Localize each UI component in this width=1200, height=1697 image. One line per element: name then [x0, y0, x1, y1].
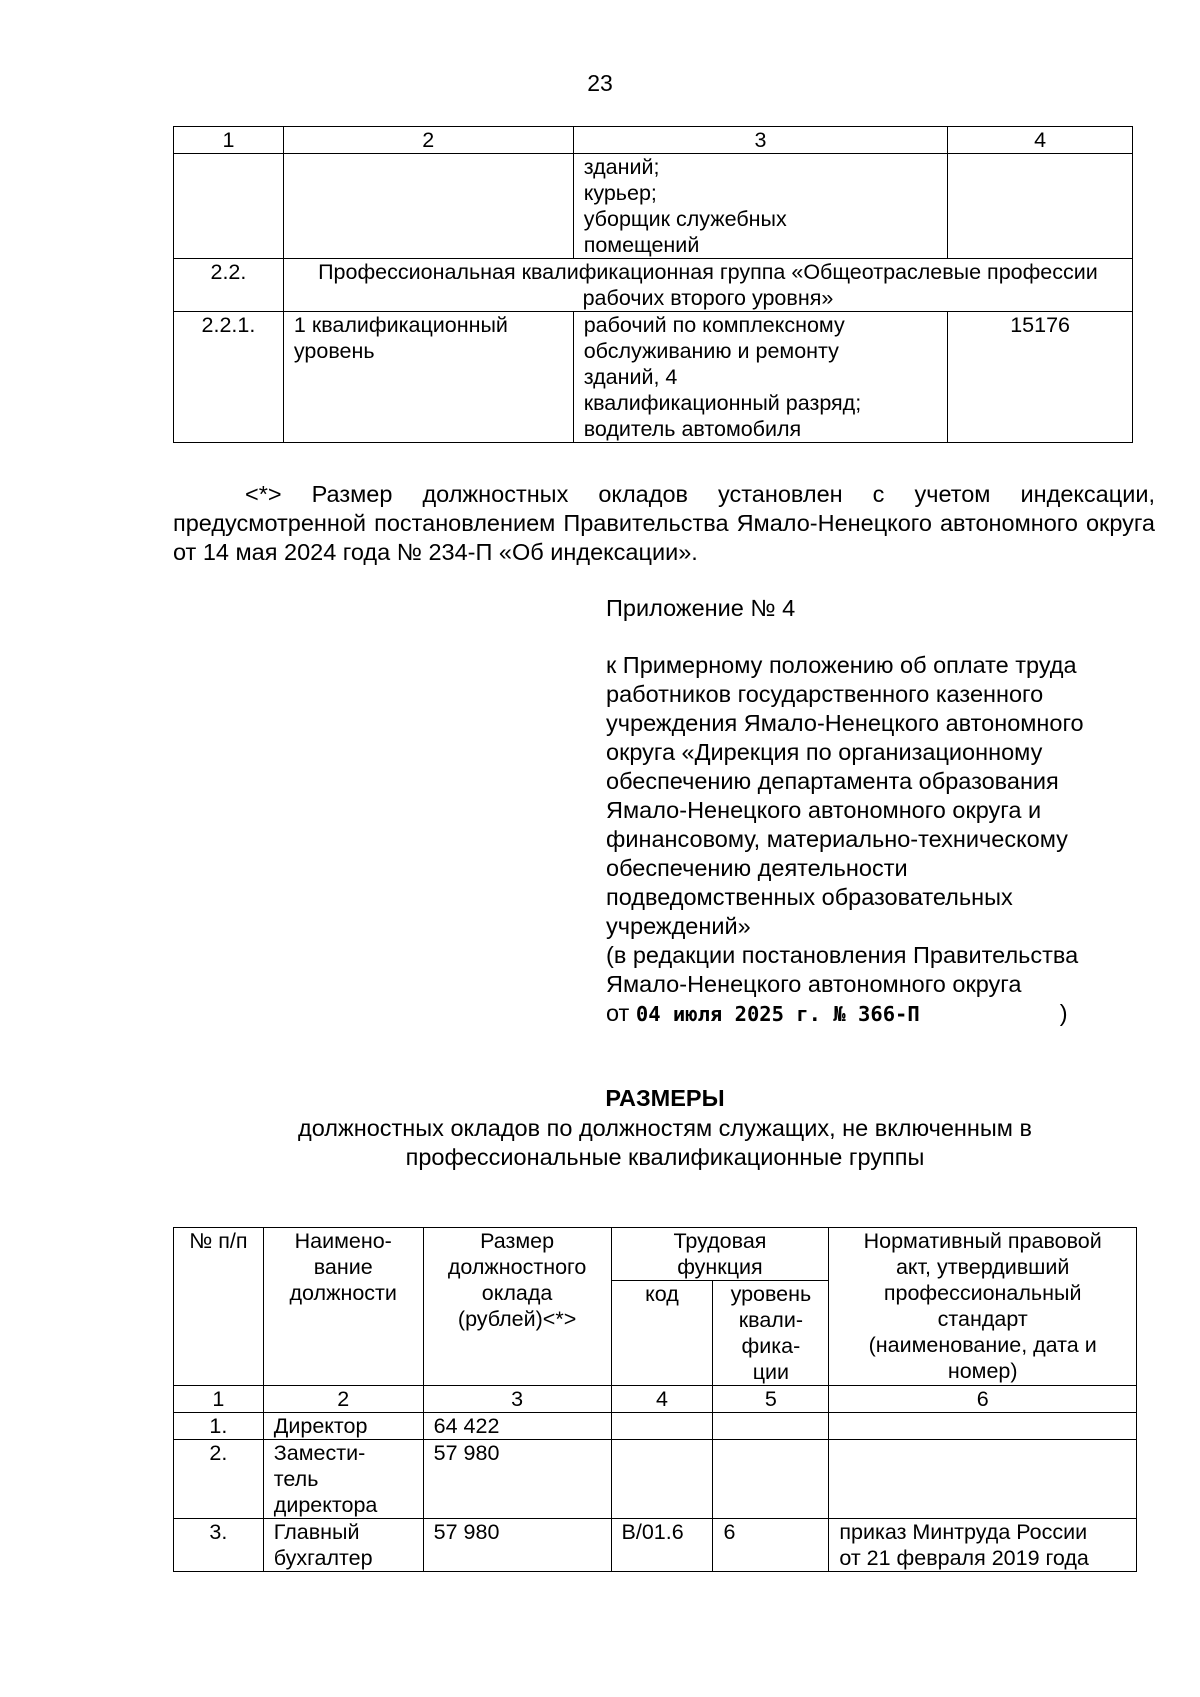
table-row	[174, 154, 1133, 259]
column-number: 1	[174, 127, 284, 154]
section-subheading: должностных окладов по должностям служащих, не включенным в профессиональные квалификационные группы	[298, 1115, 1032, 1170]
column-number: 5	[713, 1386, 829, 1413]
position-line: уборщик служебных	[583, 207, 787, 231]
header-code: код	[611, 1281, 713, 1386]
header-position-name: Наимено- вание должности	[263, 1228, 423, 1386]
salary-value: 57 980	[423, 1519, 611, 1572]
function-code	[611, 1440, 713, 1519]
position-line: квалификационный разряд;	[583, 391, 862, 415]
page-number: 23	[587, 70, 613, 96]
salaries-table	[173, 1227, 1137, 1572]
column-number: 4	[611, 1386, 713, 1413]
legal-act: приказ Минтруда России от 21 февраля 2019 года	[829, 1519, 1137, 1572]
row-number: 3.	[174, 1519, 264, 1572]
table-row-group	[174, 259, 1133, 312]
level-name: 1 квалификационный уровень	[283, 312, 573, 443]
row-number: 1.	[174, 1413, 264, 1440]
qualification-groups-table	[173, 126, 1133, 443]
function-code	[611, 1413, 713, 1440]
legal-act	[829, 1413, 1137, 1440]
table-row	[174, 1440, 1137, 1519]
position-line: обслуживанию и ремонту	[583, 339, 839, 363]
qualification-level: 6	[713, 1519, 829, 1572]
qualification-level	[713, 1413, 829, 1440]
column-number: 2	[263, 1386, 423, 1413]
appendix-block: Приложение № 4 к Примерному положению об оплате труда работников государственного казенного учреждения Ямало-Ненецкого автономного округа «Дирекция по организационному обеспечению департамента образования Ямало-Ненецкого автономного округа и финансовому, материально-техническому обеспечению деятельности подведомственных образовательных учреждений» (в редакции постановления Правительства Ямало-Ненецкого автономного округа от 04 июля 2025 г. № 366-П )	[606, 594, 1166, 1029]
group-title: Профессиональная квалификационная группа «Общеотраслевые профессии рабочих второго уровня»	[283, 259, 1132, 312]
header-legal-act: Нормативный правовой акт, утвердивший профессиональный стандарт (наименование, дата и номер)	[829, 1228, 1137, 1386]
header-salary: Размер должностного оклада (рублей)<*>	[423, 1228, 611, 1386]
salary-value: 15176	[948, 312, 1133, 443]
header-qualification-level: уровень квали- фика- ции	[713, 1281, 829, 1386]
qualification-level	[713, 1440, 829, 1519]
legal-act	[829, 1440, 1137, 1519]
position-name: Замести- тель директора	[263, 1440, 423, 1519]
position-name: Директор	[263, 1413, 423, 1440]
column-number: 1	[174, 1386, 264, 1413]
header-number: № п/п	[174, 1228, 264, 1386]
salary-value: 64 422	[423, 1413, 611, 1440]
table-row	[174, 1519, 1137, 1572]
section-heading: РАЗМЕРЫ	[605, 1085, 725, 1111]
positions-cell	[573, 154, 948, 259]
appendix-title: Приложение № 4	[606, 595, 796, 621]
signature-line: от 04 июля 2025 г. № 366-П )	[606, 1000, 1068, 1026]
footnote: <*> Размер должностных окладов установлен с учетом индексации, предусмотренной постановлением Правительства Ямало-Ненецкого автономного округа от 14 мая 2024 года № 234-П «Об индексации».	[173, 481, 1155, 565]
position-line: помещений	[583, 233, 700, 257]
position-line: водитель автомобиля	[583, 417, 802, 441]
position-name: Главный бухгалтер	[263, 1519, 423, 1572]
positions-cell	[573, 312, 948, 443]
position-line: зданий;	[583, 155, 660, 179]
column-number: 4	[948, 127, 1133, 154]
table-row	[174, 1413, 1137, 1440]
column-numbers-row	[174, 1386, 1137, 1413]
position-line: рабочий по комплексному	[583, 313, 845, 337]
group-number: 2.2.	[174, 259, 284, 312]
position-line: зданий, 4	[583, 365, 678, 389]
resolution-stamp: 04 июля 2025 г. № 366-П	[635, 1002, 920, 1026]
table-header-row	[174, 1228, 1137, 1281]
column-number: 6	[829, 1386, 1137, 1413]
salary-value: 57 980	[423, 1440, 611, 1519]
table-row	[174, 312, 1133, 443]
table-header-row	[174, 127, 1133, 154]
column-number: 3	[423, 1386, 611, 1413]
column-number: 2	[283, 127, 573, 154]
header-labor-function: Трудовая функция	[611, 1228, 829, 1281]
column-number: 3	[573, 127, 948, 154]
row-number: 2.	[174, 1440, 264, 1519]
function-code: В/01.6	[611, 1519, 713, 1572]
level-number: 2.2.1.	[174, 312, 284, 443]
position-line: курьер;	[583, 181, 657, 205]
